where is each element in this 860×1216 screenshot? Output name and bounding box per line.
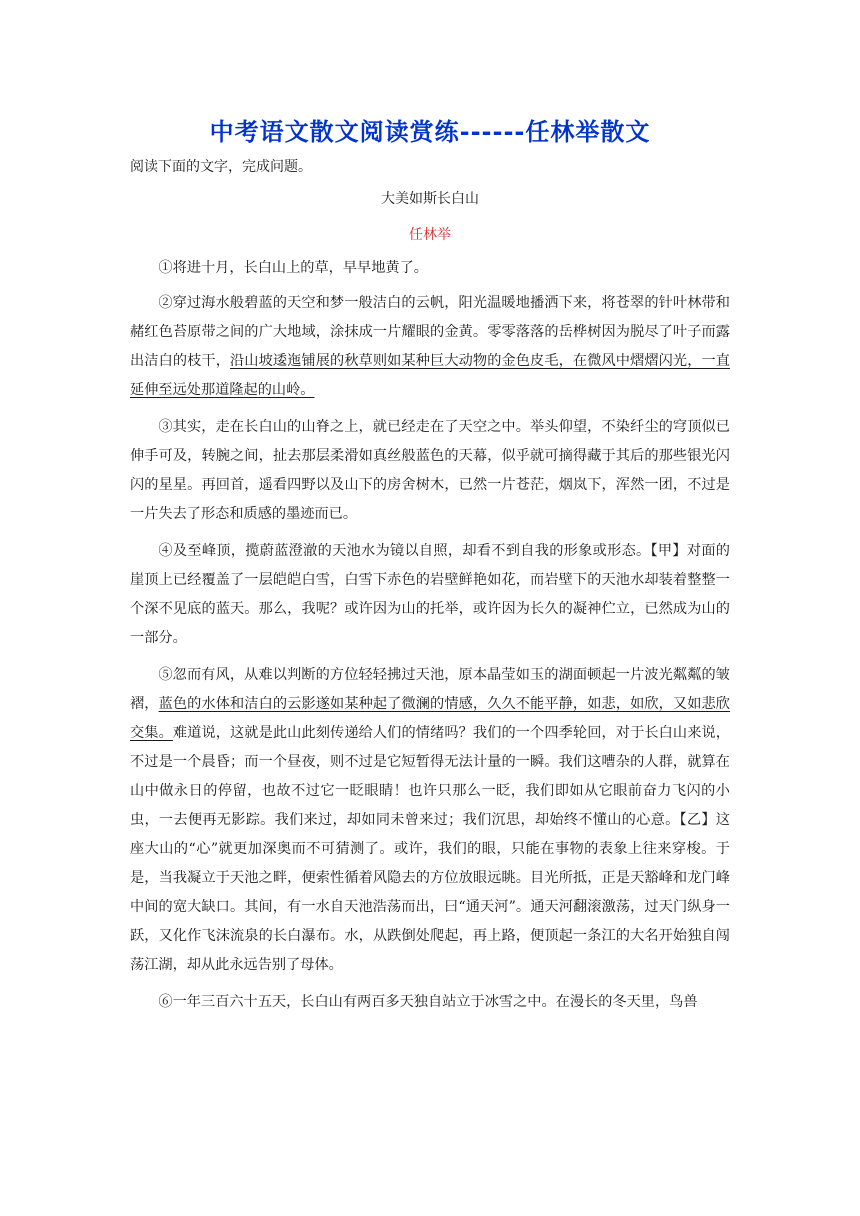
document-title: 中考语文散文阅读赏练------任林举散文	[209, 118, 651, 146]
paragraph-4: ④及至峰顶，揽蔚蓝澄澈的天池水为镜以自照，却看不到自我的形象或形态。【甲】对面的崖顶上已经覆盖了一层皑皑白雪，白雪下赤色的岩壁鲜艳如花，而岩壁下的天池水却装着整整一个深不见底的蓝天。那么，我呢？或许因为山的托举，或许因为长久的凝神伫立，已然成为山的一部分。	[130, 543, 730, 646]
paragraph-1: ①将进十月，长白山上的草，早早地黄了。	[158, 260, 428, 276]
paragraph-3: ③其实，走在长白山的山脊之上，就已经走在了天空之中。举头仰望，不染纤尘的穹顶似已伸手可及，转腕之间，扯去那层柔滑如真丝般蓝色的天幕，似乎就可摘得藏于其后的那些银光闪闪的星星。再回首，遥看四野以及山下的房舍树木，已然一片苍茫，烟岚下，浑然一团，不过是一片失去了形态和质感的墨迹而已。	[130, 419, 730, 522]
essay-body	[130, 254, 730, 1025]
paragraph-2-underlined-sentence: 沿山坡逶迤铺展的秋草则如某种巨大动物的金色皮毛，在微风中熠熠闪光，一直延伸至远处那道隆起的山岭。	[130, 353, 730, 398]
paragraph-2-text: ②穿过海水般碧蓝的天空和梦一般洁白的云帆，阳光温暖地播洒下来，将苍翠的针叶林带和赭红色苔原带之间的广大地域，涂抹成一片耀眼的金黄。零零落落的岳桦树因为脱尽了叶子而露出洁白的枝干，	[130, 295, 730, 369]
paragraph-2	[130, 289, 730, 405]
reading-instruction: 阅读下面的文字，完成问题。	[130, 159, 312, 175]
paragraph-5-underlined-sentence: 蓝色的水体和洁白的云影遂如某种起了微澜的情感，久久不能平静，如悲，如欣，又如悲欣交集。	[130, 696, 730, 741]
paragraph-6: ⑥一年三百六十五天，长白山有两百多天独自站立于冰雪之中。在漫长的冬天里，鸟兽	[158, 994, 698, 1010]
paragraph-5	[130, 661, 730, 980]
essay-title: 大美如斯长白山	[381, 191, 479, 207]
paragraph-5-text-rest: 难道说，这就是此山此刻传递给人们的情绪吗？我们的一个四季轮回，对于长白山来说，不过是一个晨昏；而一个昼夜，则不过是它短暂得无法计量的一瞬。我们这嘈杂的人群，就算在山中做永日的停留，也故不过它一眨眼睛！也许只那么一眨，我们即如从它眼前奋力飞闪的小虫，一去便再无影踪。我们来过，却如同未曾来过；我们沉思，却始终不懂山的心意。【乙】这座大山的“心”就更加深奥而不可猜测了。或许，我们的眼，只能在事物的表象上往来穿梭。于是，当我凝立于天池之畔，便索性循着风隐去的方位放眼远眺。目光所抵，正是天豁峰和龙门峰中间的宽大缺口。其间，有一水自天池浩荡而出，曰“通天河”。通天河翻滚激荡，过天门纵身一跃，又化作飞沫流泉的长白瀑布。水，从跌倒处爬起，再上路，便顶起一条江的大名开始独自闯荡江湖，却从此永远告别了母体。	[130, 725, 730, 973]
paragraph-5-text-start: ⑤忽而有风，从难以判断的方位轻轻拂过天池，原本晶莹如玉的湖面顿起一片波光粼粼的皱褶，	[130, 667, 730, 712]
essay-author: 任林举	[409, 227, 451, 243]
